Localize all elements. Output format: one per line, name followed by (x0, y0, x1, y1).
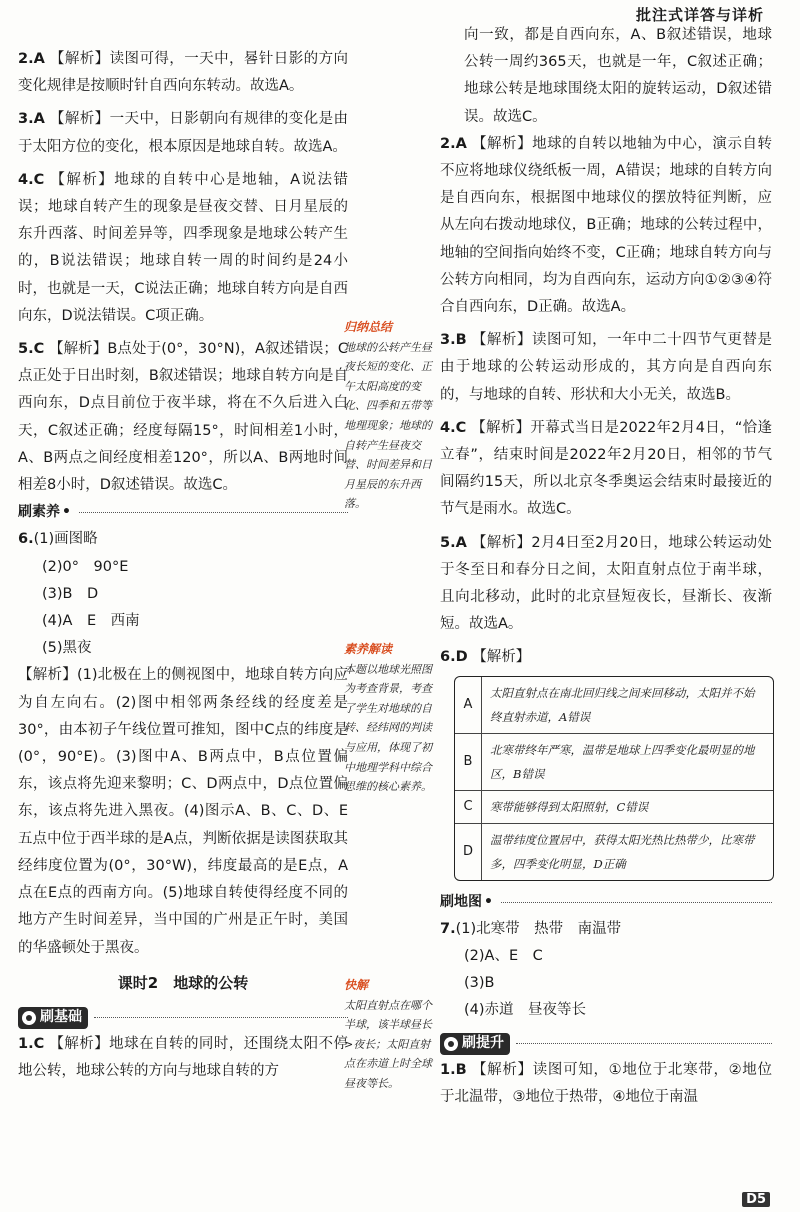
answer-4 (440, 415, 772, 524)
question-number: 7. (440, 920, 456, 937)
divider (501, 902, 772, 903)
badge-label: 刷提升 (462, 1035, 504, 1052)
answer-text: 【解析】2月4日至2月20日，地球公转运动处于冬至日和春分日之间，太阳直射点位于南半球，且向北移动，此时的北京昼短夜长，昼渐长、夜渐短。故选A。 (440, 534, 772, 633)
answer-line: (2)0° 90°E (42, 558, 129, 575)
side-note-quick (344, 976, 436, 1094)
question-number: 3. (440, 332, 456, 349)
table-row (455, 823, 773, 880)
badge-dot-icon (444, 1037, 458, 1051)
dots-icon: • (484, 893, 495, 910)
badge-label: 刷基础 (40, 1009, 82, 1026)
answer-text: 【解析】 (472, 649, 531, 666)
table-row-label: B (455, 734, 482, 790)
table-row (455, 677, 773, 733)
divider (94, 1017, 348, 1018)
side-note-literacy (344, 640, 436, 797)
divider (516, 1043, 772, 1044)
answer-line: (1)北寒带 热带 南温带 (455, 920, 622, 937)
side-note-tag: 快解 (344, 978, 369, 992)
question-number: 5. (440, 534, 456, 551)
side-note-text: 地球的公转产生昼夜长短的变化、正午太阳高度的变化、四季和五带等地理现象；地球的自转产生昼夜交替、时间差异和日月星辰的东升西落。 (344, 340, 432, 511)
answer-letter: A (455, 135, 467, 152)
answer-line: (4)A E 西南 (42, 613, 140, 630)
answer-5 (18, 336, 348, 499)
answer-letter: A (33, 51, 45, 67)
table-row-text: 温带纬度位置居中，获得太阳光热比热带少，比寒带多，四季变化明显，D正确 (490, 832, 755, 871)
table-row-text: 北寒带终年严寒，温带是地球上四季变化最明显的地区，B错误 (490, 742, 755, 781)
lesson-title: 课时2 地球的公转 (117, 973, 249, 992)
question-number: 2. (18, 51, 34, 67)
answer-7 (440, 916, 772, 943)
answer-line: (3)B D (42, 585, 99, 602)
section-heading-text: 刷素养 (18, 504, 60, 521)
answer-text: 【解析】地球的自转中心是地轴，A说法错误；地球自转产生的现象是昼夜交替、日月星辰的东升西落、时间差异等，四季现象是地球公转产生的，B说法错误；地球自转一周的时间约是24小时，也就是一天，C说法正确；地球自转方向是自西向东，D说法错误。C项正确。 (18, 171, 348, 324)
table-row (455, 733, 773, 790)
answer-1 (18, 1031, 348, 1085)
side-note-tag: 归纳总结 (344, 320, 393, 334)
answer-1-continued: 向一致，都是自西向东，A、B叙述错误，地球公转一周约365天，也就是一年，C叙述正确；地球公转是地球围绕太阳的旋转运动，D叙述错误。故选C。 (464, 27, 772, 125)
answer-text: 【解析】一天中，日影朝向有规律的变化是由于太阳方位的变化，根本原因是地球自转。故选A。 (18, 111, 349, 155)
answer-5 (440, 530, 772, 639)
answer-letter: B (455, 332, 467, 349)
question-number: 1. (440, 1061, 456, 1078)
answer-line: (4)赤道 昼夜等长 (464, 1002, 587, 1019)
table-row-label: C (455, 791, 482, 823)
header-title: 批注式详答与详析 (635, 6, 764, 24)
table-row-label: D (455, 824, 482, 880)
left-column (18, 46, 348, 1085)
question-number: 6. (440, 649, 456, 666)
question-number: 2. (440, 135, 456, 152)
section-heading-susu (18, 499, 348, 526)
answer-letter: B (455, 1061, 467, 1078)
badge-dot-icon (22, 1011, 36, 1025)
answer-text: 【解析】开幕式当日是2022年2月4日，“恰逢立春”，结束时间是2022年2月20日，相邻的节气间隔约15天，所以北京冬季奥运会结束时最接近的节气是雨水。故选C。 (440, 419, 772, 518)
answer-text: 【解析】地球的自转以地轴为中心，演示自转不应将地球仪绕纸板一周，A错误；地球的自转方向是自西向东，根据图中地球仪的摆放特征判断，应从左向右拨动地球仪，B正确；地球的公转过程中，地轴的空间指向始终不变，C正确；地球自转方向与公转方向相同，均为自西向东，运动方向①②③④符合自西向东，D正确。故选A。 (440, 135, 773, 316)
answer-3 (18, 106, 348, 160)
side-note-tag: 素养解读 (344, 642, 393, 656)
side-note-summary (344, 318, 436, 514)
answer-3 (440, 327, 772, 409)
section-heading-ditu (440, 889, 772, 916)
table-row-text: 寒带能够得到太阳照射，C错误 (490, 799, 649, 814)
answer-text: 【解析】读图可知，①地位于北寒带，②地位于北温带，③地位于热带，④地位于南温 (440, 1061, 772, 1105)
analysis-table (454, 676, 774, 881)
answer-text: 【解析】地球在自转的同时，还围绕太阳不停地公转，地球公转的方向与地球自转的方 (18, 1035, 349, 1080)
answer-6 (18, 526, 348, 553)
answer-line: (1)画图略 (33, 531, 98, 548)
side-note-text: 太阳直射点在哪个半球，该半球昼长>夜长；太阳直射点在赤道上时全球昼夜等长。 (344, 998, 432, 1090)
section-badge (440, 1033, 510, 1055)
answer-text: 【解析】B点处于(0°，30°N)，A叙述错误；C点正处于日出时刻，B叙述错误；地球自转方向是自西向东，D点目前位于夜半球，将在不久后进入白天，C叙述正确；经度每隔15°，时间相差1小时，A、B两点之间经度相差120°，所以A、B两地时间相差8小时，D叙述错误。故选C。 (18, 341, 349, 494)
answer-text: 【解析】读图可得，一天中，晷针日影的方向变化规律是按顺时针自西向东转动。故选A。 (18, 51, 349, 95)
question-number: 1. (18, 1035, 34, 1052)
question-number: 4. (18, 171, 34, 188)
answer-2 (18, 46, 348, 100)
section-heading-tisheng (440, 1031, 772, 1057)
divider (79, 512, 348, 513)
answer-letter: A (33, 111, 45, 128)
answer-letter: C (33, 341, 45, 358)
answer-letter: C (33, 171, 45, 188)
answer-1 (440, 1057, 772, 1111)
answer-text: 【解析】读图可知，一年中二十四节气更替是由于地球的公转运动形成的，其方向是自西向东的，与地球的自转、形状和大小无关，故选B。 (440, 332, 773, 403)
answer-2 (440, 131, 772, 321)
section-badge (18, 1007, 88, 1029)
answer-letter: C (455, 419, 467, 436)
table-row (455, 790, 773, 823)
answer-line: (2)A、E C (464, 948, 543, 965)
question-number: 3. (18, 111, 34, 128)
answer-letter: C (33, 1035, 45, 1052)
answer-letter: A (455, 534, 467, 551)
answer-line: (3)B (464, 975, 495, 992)
question-number: 4. (440, 419, 456, 436)
section-heading-jichu (18, 1005, 348, 1031)
answer-letter: D (455, 649, 468, 666)
question-number: 5. (18, 341, 34, 358)
answer-4 (18, 167, 348, 330)
section-heading-text: 刷地图 (440, 893, 482, 910)
answer-6 (440, 644, 772, 671)
table-row-text: 太阳直射点在南北回归线之间来回移动，太阳并不始终直射赤道，A错误 (490, 685, 755, 724)
question-number: 6. (18, 531, 34, 548)
table-row-label: A (455, 677, 482, 733)
analysis-6: 【解析】(1)北极在上的侧视图中，地球自转方向应为自左向右。(2)图中相邻两条经线的经度差是30°，由本初子午线位置可推知，图中C点的纬度是(0°，90°E)。(3)图中A、B两点中，B点位置偏东，该点将先迎来黎明；C、D两点中，D点位置偏东，该点将先进入黑夜。(4)图示A、B、C、D、E五点中位于西半球的是A点，判断依据是读图获取其经纬度位置为(0°，30°W)，纬度最高的是E点，A点在E点的西南方向。(5)地球自转使得经度不同的地方产生时间差异，当中国的广州是正午时，美国的华盛顿处于黑夜。 (18, 667, 348, 956)
dots-icon: • (62, 504, 73, 521)
answer-line: (5)黑夜 (42, 640, 92, 657)
page-number: D5 (742, 1192, 770, 1207)
right-column (440, 22, 772, 1111)
side-note-text: 本题以地球光照图为考查背景，考查了学生对地球的自转、经纬网的判读与应用，体现了初中地理学科中综合思维的核心素养。 (344, 662, 432, 794)
